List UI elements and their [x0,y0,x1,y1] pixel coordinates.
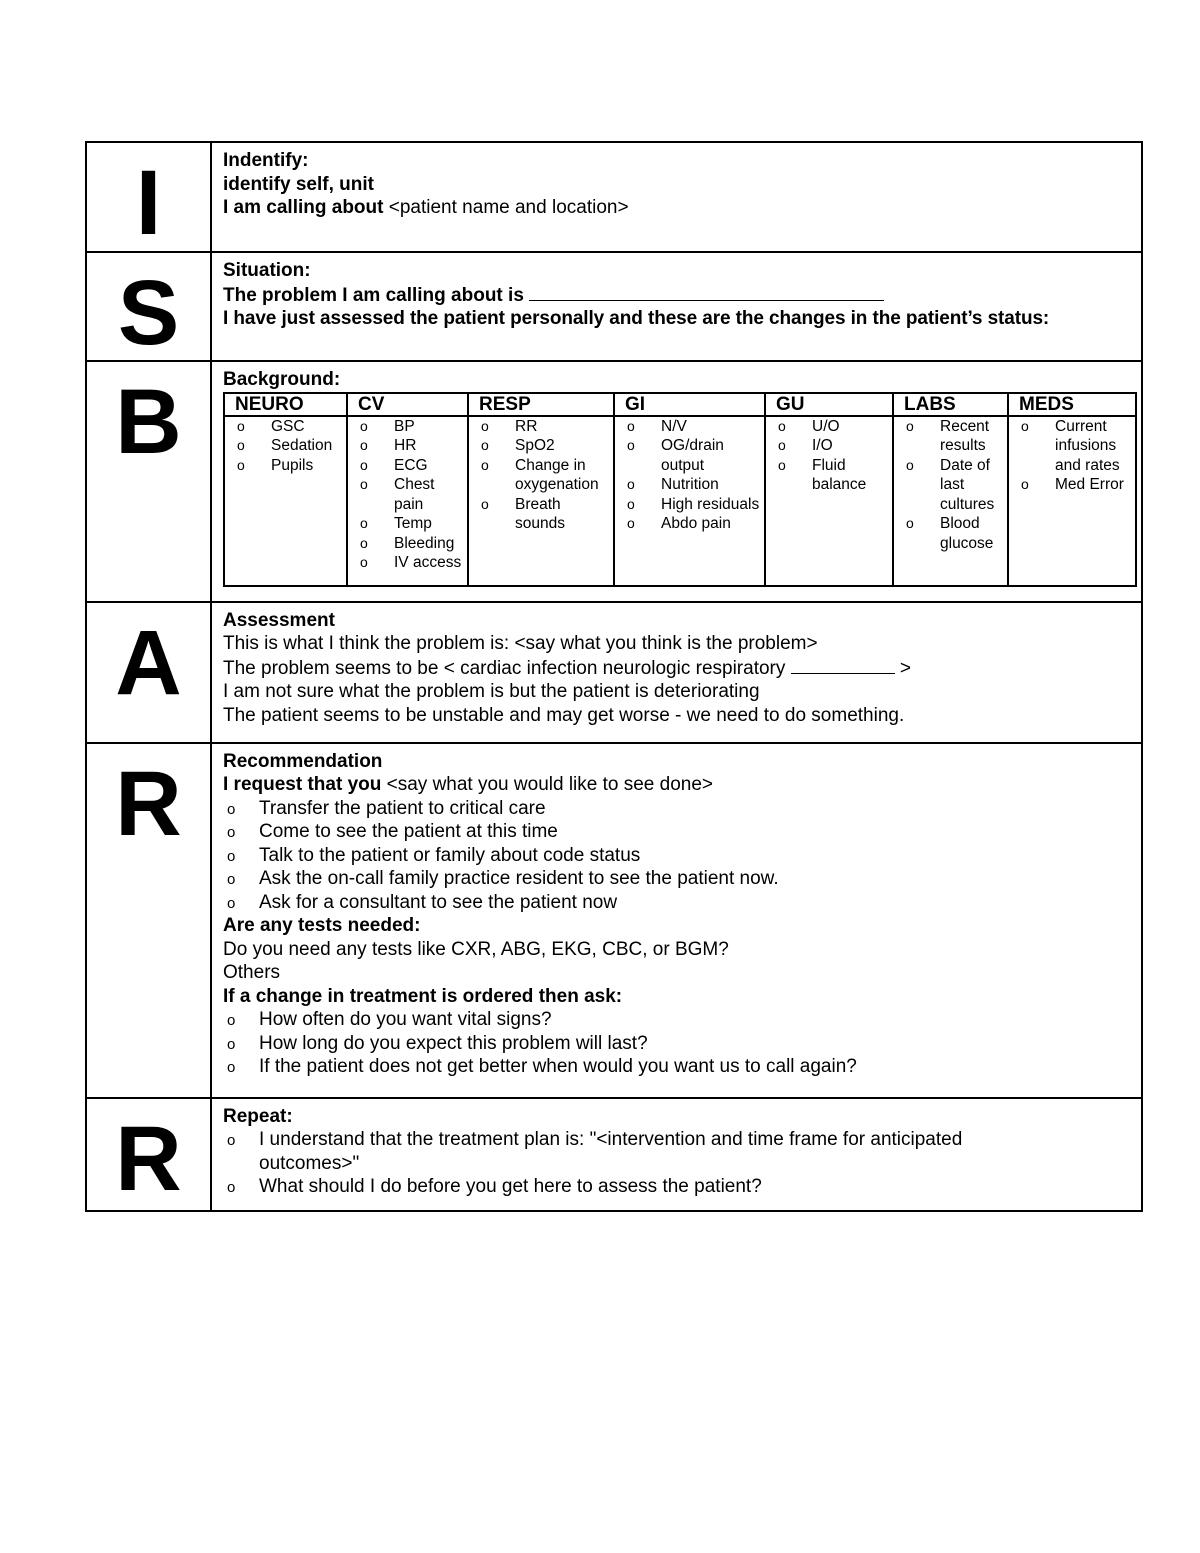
list-item: o IV access [350,553,465,573]
assessment-line1: This is what I think the problem is: <say what you think is the problem> [223,633,818,654]
list-item: o Talk to the patient or family about code status [223,844,1131,868]
background-col-list [350,417,465,573]
list-item: o U/O [768,417,890,437]
assessment-heading: Assessment [223,609,335,631]
assessment-row [86,602,1142,743]
background-col-cell [765,416,893,586]
assessment-line3: I am not sure what the problem is but the patient is deteriorating [223,681,760,702]
identify-line2 [223,196,1131,220]
identify-line1: identify self, unit [223,173,374,195]
background-col-cell [1008,416,1136,586]
list-item: o Current infusions and rates [1011,417,1133,476]
list-item: o Recent results [896,417,1005,456]
list-item: o BP [350,417,465,437]
assessment-blank [791,656,895,674]
assessment-line2-wrap [223,656,1131,681]
list-item: o Temp [350,514,465,534]
identify-line2-bold: I am calling about [223,197,384,218]
recommendation-row [86,743,1142,1098]
list-item: o Med Error [1011,475,1133,495]
situation-heading: Situation: [223,260,311,281]
identify-heading: Indentify: [223,150,309,171]
situation-row [86,252,1142,361]
list-item: o I/O [768,436,890,456]
repeat-row [86,1098,1142,1211]
list-item: o Abdo pain [617,514,762,534]
list-item: o If the patient does not get better when would you want us to call again? [223,1055,1131,1079]
list-item: o OG/drain output [617,436,762,475]
list-item: o GSC [227,417,344,437]
identify-line2-rest: <patient name and location> [383,197,629,218]
background-col-header: MEDS [1008,393,1136,416]
background-table-header [224,393,1136,416]
recommendation-tests-heading: Are any tests needed: [223,915,421,936]
recommendation-heading: Recommendation [223,750,383,772]
list-item: o Change in oxygenation [471,456,611,495]
background-col-header: NEURO [224,393,347,416]
situation-content [211,252,1142,361]
recommendation-request-rest: <say what you would like to see done> [381,774,714,795]
list-item: o ECG [350,456,465,476]
background-row [86,361,1142,602]
background-col-header: LABS [893,393,1008,416]
list-item: o Transfer the patient to critical care [223,797,1131,821]
situation-blank [529,283,884,301]
recommendation-others: Others [223,962,281,983]
assessment-line2-end: > [894,657,912,679]
assessment-content [211,602,1142,743]
repeat-letter: R [86,1098,211,1211]
background-col-list [896,417,1005,554]
list-item: o SpO2 [471,436,611,456]
list-item: o How long do you expect this problem will last? [223,1032,1131,1056]
list-item: o Ask for a consultant to see the patient now [223,891,1131,915]
recommendation-request-list [223,797,1131,915]
identify-row [86,142,1142,252]
recommendation-tests-line: Do you need any tests like CXR, ABG, EKG, CBC, or BGM? [223,938,729,960]
list-item: o Nutrition [617,475,762,495]
list-item: o Bleeding [350,534,465,554]
repeat-heading: Repeat: [223,1105,293,1127]
recommendation-letter: R [86,743,211,1098]
assessment-line2: The problem seems to be < cardiac infection neurologic respiratory [223,657,786,679]
background-col-header: GI [614,393,765,416]
list-item: o Sedation [227,436,344,456]
list-item: o What should I do before you get here to assess the patient? [223,1175,1021,1199]
background-col-header: RESP [468,393,614,416]
assessment-line4: The patient seems to be unstable and may get worse - we need to do something. [223,704,905,726]
list-item: o HR [350,436,465,456]
list-item: o N/V [617,417,762,437]
background-col-list [768,417,890,495]
repeat-content [211,1098,1142,1211]
background-col-list [227,417,344,476]
recommendation-change-heading: If a change in treatment is ordered then ask: [223,985,623,1007]
background-col-list [617,417,762,534]
isbar-table [85,141,1143,1212]
background-col-cell [893,416,1008,586]
recommendation-request [223,773,1131,797]
background-col-header: CV [347,393,468,416]
recommendation-content [211,743,1142,1098]
identify-content [211,142,1142,252]
list-item: o Chest pain [350,475,465,514]
assessment-letter: A [86,602,211,743]
situation-line1-wrap [223,283,1131,308]
background-col-cell [614,416,765,586]
background-letter: B [86,361,211,602]
recommendation-request-bold: I request that you [223,774,382,795]
situation-line1: The problem I am calling about is [223,284,524,306]
list-item: o I understand that the treatment plan is: "<intervention and time frame for anticipated outcomes>" [223,1128,1021,1175]
background-col-list [471,417,611,534]
background-content [211,361,1142,602]
list-item: o Breath sounds [471,495,611,534]
list-item: o How often do you want vital signs? [223,1008,1131,1032]
background-table-body [224,416,1136,586]
list-item: o Fluid balance [768,456,890,495]
background-col-cell [468,416,614,586]
recommendation-change-list [223,1008,1131,1079]
background-col-cell [347,416,468,586]
background-col-cell [224,416,347,586]
background-heading: Background: [223,369,341,390]
list-item: o Blood glucose [896,514,1005,553]
repeat-list [223,1128,1131,1199]
list-item: o Ask the on-call family practice resident to see the patient now. [223,867,1131,891]
situation-line2: I have just assessed the patient personally and these are the changes in the patient’s status: [223,308,1050,329]
background-table [223,392,1137,587]
list-item: o Date of last cultures [896,456,1005,515]
situation-letter: S [86,252,211,361]
list-item: o Come to see the patient at this time [223,820,1131,844]
background-col-header: GU [765,393,893,416]
list-item: o Pupils [227,456,344,476]
list-item: o High residuals [617,495,762,515]
identify-letter: I [86,142,211,252]
background-col-list [1011,417,1133,495]
list-item: o RR [471,417,611,437]
